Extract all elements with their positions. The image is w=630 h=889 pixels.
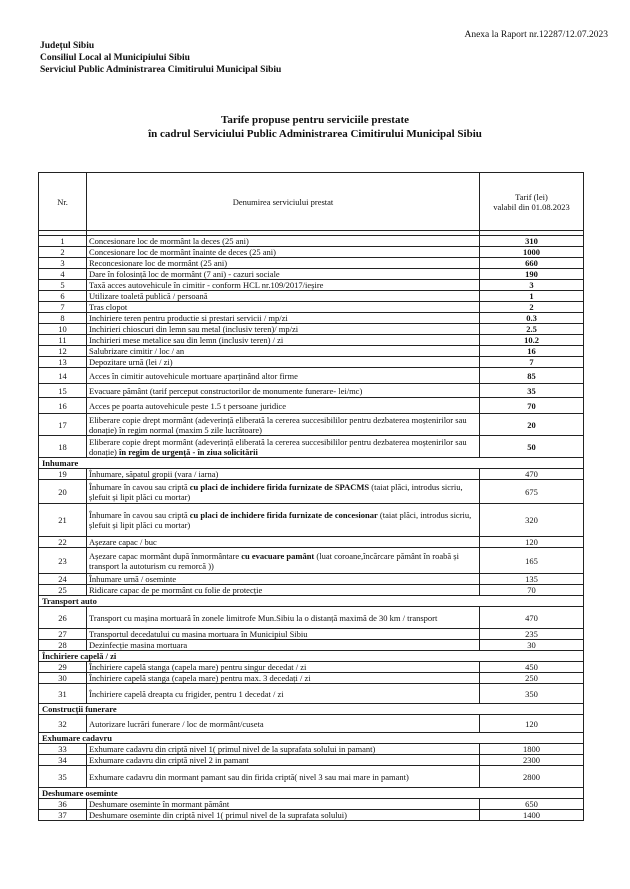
row-service	[87, 368, 480, 384]
row-service	[87, 640, 480, 651]
row-number: 3	[39, 258, 87, 269]
institution-header	[40, 40, 281, 76]
row-number: 1	[39, 236, 87, 247]
service-text: Transportul decedatului cu masina mortuara în Municipiul Sibiu	[89, 629, 308, 639]
row-service	[87, 585, 480, 596]
row-number: 27	[39, 629, 87, 640]
table-row	[39, 504, 584, 537]
row-tarif: 2.5	[480, 324, 584, 335]
service-text-emphasis: în regim de urgență - în ziua solicitării	[118, 446, 258, 457]
row-number: 5	[39, 280, 87, 291]
section-header-row	[39, 651, 584, 662]
title-line-2: în cadrul Serviciului Public Administrarea Cimitirului Municipal Sibiu	[148, 128, 482, 140]
row-number: 6	[39, 291, 87, 302]
table-row	[39, 324, 584, 335]
row-service	[87, 280, 480, 291]
table-row	[39, 346, 584, 357]
row-service	[87, 436, 480, 458]
row-tarif: 3	[480, 280, 584, 291]
row-tarif: 50	[480, 436, 584, 458]
section-title: Închiriere capelă / zi	[39, 651, 584, 662]
row-number: 12	[39, 346, 87, 357]
service-text: Eliberare copie drept mormânt (adeverință eliberată la cererea succesibililor pentru dezbaterea moștenirilor sau donație)	[89, 436, 467, 457]
row-number: 26	[39, 607, 87, 629]
row-service	[87, 384, 480, 398]
row-tarif: 1400	[480, 810, 584, 821]
row-number: 24	[39, 574, 87, 585]
row-number: 25	[39, 585, 87, 596]
row-tarif: 470	[480, 607, 584, 629]
service-text: Înhumare urnă / oseminte	[89, 574, 177, 584]
table-row	[39, 436, 584, 458]
row-tarif: 650	[480, 799, 584, 810]
table-row	[39, 335, 584, 346]
row-number: 2	[39, 247, 87, 258]
row-tarif: 320	[480, 504, 584, 537]
row-tarif: 135	[480, 574, 584, 585]
row-number: 35	[39, 766, 87, 788]
row-number: 23	[39, 548, 87, 574]
row-number: 32	[39, 715, 87, 733]
service-text: Inchirieri mese metalice sau din lemn (inclusiv teren) / zi	[89, 335, 284, 345]
document-title	[0, 113, 630, 141]
table-row	[39, 810, 584, 821]
row-service	[87, 269, 480, 280]
row-service	[87, 810, 480, 821]
row-tarif: 310	[480, 236, 584, 247]
row-service	[87, 313, 480, 324]
row-service	[87, 324, 480, 335]
service-text: Eliberare copie drept mormânt (adeverință eliberată la cererea succesibililor pentru dezbaterea moștenirilor sau donație) în regim normal (maxim 5 zile lucrătoare)	[89, 414, 467, 435]
service-text: Deshumare oseminte în mormant pământ	[89, 799, 230, 809]
table-row	[39, 236, 584, 247]
table-row	[39, 368, 584, 384]
row-number: 4	[39, 269, 87, 280]
row-tarif: 70	[480, 398, 584, 414]
row-service	[87, 715, 480, 733]
row-number: 30	[39, 673, 87, 684]
row-tarif: 85	[480, 368, 584, 384]
service-text: Taxă acces autovehicule în cimitir - conform HCL nr.109/2017/ieșire	[89, 280, 324, 290]
service-text-rest: (luat coroane,încărcare pământ în roabă și transport la autoturism cu remorcă ))	[89, 550, 459, 571]
service-text: Închiriere capelă dreapta cu frigider, pentru 1 decedat / zi	[89, 688, 284, 699]
service-text-rest: (taiat plăci, introdus sicriu, șlefuit și lipit plăci cu mortar)	[89, 510, 472, 530]
service-text: Inchirieri chioscuri din lemn sau metal (inclusiv teren)/ mp/zi	[89, 324, 299, 334]
row-service	[87, 357, 480, 368]
row-tarif: 190	[480, 269, 584, 280]
service-text: Evacuare pământ (tarif perceput constructorilor de monumente funerare- lei/mc)	[89, 385, 363, 396]
col-header-tarif-line1: Tarif (lei)	[515, 191, 548, 202]
section-title: Construcții funerare	[39, 704, 584, 715]
row-service	[87, 799, 480, 810]
row-service	[87, 755, 480, 766]
row-number: 18	[39, 436, 87, 458]
header-county: Județul Sibiu	[40, 41, 95, 51]
table-row	[39, 414, 584, 436]
table-row	[39, 715, 584, 733]
row-number: 15	[39, 384, 87, 398]
table-row	[39, 629, 584, 640]
table-row	[39, 799, 584, 810]
service-text: Exhumare cadavru din criptă nivel 2 in pamant	[89, 755, 249, 765]
row-tarif: 450	[480, 662, 584, 673]
row-number: 13	[39, 357, 87, 368]
row-tarif: 165	[480, 548, 584, 574]
row-tarif: 2	[480, 302, 584, 313]
service-text: Salubrizare cimitir / loc / an	[89, 346, 185, 356]
row-number: 17	[39, 414, 87, 436]
service-text: Înhumare în cavou sau criptă	[89, 510, 188, 520]
row-service	[87, 291, 480, 302]
service-text: Concesionare loc de mormânt înainte de deces (25 ani)	[89, 247, 276, 257]
table-row	[39, 258, 584, 269]
service-text: Utilizare toaletă publică / persoană	[89, 291, 208, 301]
row-service	[87, 504, 480, 537]
section-title: Transport auto	[39, 596, 584, 607]
service-text: Înhumare în cavou sau criptă	[89, 481, 188, 492]
row-number: 7	[39, 302, 87, 313]
table-row	[39, 673, 584, 684]
service-text: Tras clopot	[89, 302, 128, 312]
row-tarif: 1000	[480, 247, 584, 258]
table-row	[39, 766, 584, 788]
table-row	[39, 302, 584, 313]
row-service	[87, 537, 480, 548]
row-service	[87, 236, 480, 247]
title-line-1: Tarife propuse pentru serviciile prestate	[221, 114, 409, 126]
row-number: 21	[39, 504, 87, 537]
row-number: 31	[39, 684, 87, 704]
row-service	[87, 469, 480, 480]
service-text: Inchiriere teren pentru productie si prestari servicii / mp/zi	[89, 313, 288, 323]
row-service	[87, 607, 480, 629]
section-header-row	[39, 704, 584, 715]
service-text: Închiriere capelă stanga (capela mare) pentru singur decedat / zi	[89, 662, 307, 672]
row-number: 29	[39, 662, 87, 673]
service-text-rest: (taiat plăci, introdus sicriu, șlefuit și lipit plăci cu mortar)	[89, 481, 463, 502]
row-tarif: 30	[480, 640, 584, 651]
table-row	[39, 291, 584, 302]
row-service	[87, 480, 480, 504]
row-number: 19	[39, 469, 87, 480]
service-text-emphasis: cu evacuare pamânt	[241, 550, 315, 561]
row-tarif: 120	[480, 537, 584, 548]
service-text-emphasis: cu placi de inchidere firida furnizate de SPACMS	[189, 481, 370, 492]
table-row	[39, 480, 584, 504]
row-tarif: 120	[480, 715, 584, 733]
row-service	[87, 684, 480, 704]
row-service	[87, 766, 480, 788]
service-text-emphasis: cu placi de inchidere firida furnizate de concesionar	[189, 510, 378, 520]
row-tarif: 16	[480, 346, 584, 357]
table-row	[39, 398, 584, 414]
table-row	[39, 357, 584, 368]
row-tarif: 70	[480, 585, 584, 596]
row-service	[87, 335, 480, 346]
service-text: Așezare capac mormânt după înmormântare	[89, 550, 240, 561]
row-tarif: 1800	[480, 744, 584, 755]
table-row	[39, 585, 584, 596]
row-service	[87, 398, 480, 414]
service-text: Acces pe poarta autovehicule peste 1.5 t persoane juridice	[89, 400, 287, 411]
table-row	[39, 280, 584, 291]
service-text: Ridicare capac de pe mormânt cu folie de protecție	[89, 585, 263, 595]
row-number: 8	[39, 313, 87, 324]
table-row	[39, 548, 584, 574]
row-tarif: 20	[480, 414, 584, 436]
row-number: 14	[39, 368, 87, 384]
table-row	[39, 640, 584, 651]
service-text: Exhumare cadavru din criptă nivel 1( primul nivel de la suprafata solului in pamant)	[89, 744, 376, 754]
row-tarif: 660	[480, 258, 584, 269]
section-header-row	[39, 458, 584, 469]
table-row	[39, 247, 584, 258]
row-tarif: 35	[480, 384, 584, 398]
tariff-table	[38, 172, 584, 821]
col-header-nr: Nr.	[39, 173, 87, 231]
section-header-row	[39, 596, 584, 607]
table-row	[39, 384, 584, 398]
service-text: Exhumare cadavru din mormant pamant sau din firida criptă( nivel 3 sau mai mare in pamant)	[89, 771, 409, 782]
row-tarif: 350	[480, 684, 584, 704]
row-service	[87, 744, 480, 755]
row-tarif: 2800	[480, 766, 584, 788]
service-text: Acces în cimitir autovehicule mortuare aparținând altor firme	[89, 370, 298, 381]
service-text: Concesionare loc de mormânt la deces (25 ani)	[89, 236, 249, 246]
service-text: Reconcesionare loc de mormânt (25 ani)	[89, 258, 228, 268]
table-header-row	[39, 173, 584, 231]
section-header-row	[39, 733, 584, 744]
table-row	[39, 469, 584, 480]
row-tarif: 250	[480, 673, 584, 684]
section-title: Exhumare cadavru	[39, 733, 584, 744]
table-row	[39, 537, 584, 548]
service-text: Închiriere capelă stanga (capela mare) pentru max. 3 decedați / zi	[89, 673, 311, 683]
row-tarif: 7	[480, 357, 584, 368]
service-text: Dezinfecție masina mortuara	[89, 640, 188, 650]
row-tarif: 235	[480, 629, 584, 640]
service-text: Depozitare urnă (lei / zi)	[89, 357, 173, 367]
table-row	[39, 607, 584, 629]
row-service	[87, 247, 480, 258]
section-title: Inhumare	[39, 458, 584, 469]
table-row	[39, 755, 584, 766]
table-row	[39, 574, 584, 585]
table-row	[39, 744, 584, 755]
row-service	[87, 629, 480, 640]
service-text: Așezare capac / buc	[89, 537, 157, 547]
annex-reference: Anexa la Raport nr.12287/12.07.2023	[464, 30, 608, 40]
row-service	[87, 574, 480, 585]
header-council: Consiliul Local al Municipiului Sibiu	[40, 53, 190, 63]
table-row	[39, 313, 584, 324]
row-number: 10	[39, 324, 87, 335]
header-service: Serviciul Public Administrarea Cimitirului Municipal Sibiu	[40, 65, 282, 75]
table-row	[39, 269, 584, 280]
service-text: Dare în folosință loc de mormânt (7 ani) - cazuri sociale	[89, 269, 280, 279]
row-service	[87, 302, 480, 313]
row-number: 37	[39, 810, 87, 821]
table-row	[39, 662, 584, 673]
row-number: 22	[39, 537, 87, 548]
row-number: 16	[39, 398, 87, 414]
col-header-name: Denumirea serviciului prestat	[87, 173, 480, 231]
row-number: 28	[39, 640, 87, 651]
row-service	[87, 414, 480, 436]
row-tarif: 675	[480, 480, 584, 504]
row-number: 11	[39, 335, 87, 346]
row-number: 33	[39, 744, 87, 755]
row-service	[87, 258, 480, 269]
service-text: Autorizare lucrări funerare / loc de mormânt/cuseta	[89, 718, 264, 729]
row-tarif: 2300	[480, 755, 584, 766]
row-number: 20	[39, 480, 87, 504]
row-service	[87, 662, 480, 673]
col-header-tarif	[480, 173, 584, 231]
row-number: 36	[39, 799, 87, 810]
service-text: Deshumare oseminte din criptă nivel 1( primul nivel de la suprafata solului)	[89, 810, 347, 820]
row-tarif: 10.2	[480, 335, 584, 346]
col-header-tarif-line2: valabil din 01.08.2023	[493, 201, 570, 212]
section-title: Deshumare oseminte	[39, 788, 584, 799]
row-number: 34	[39, 755, 87, 766]
service-text: Transport cu mașina mortuară în zonele limitrofe Mun.Sibiu la o distanță maximă de 30 km / transport	[89, 612, 438, 623]
row-tarif: 470	[480, 469, 584, 480]
row-tarif: 1	[480, 291, 584, 302]
section-header-row	[39, 788, 584, 799]
service-text: Înhumare, săpatul gropii (vara / iarna)	[89, 469, 219, 479]
table-row	[39, 684, 584, 704]
row-service	[87, 548, 480, 574]
row-service	[87, 673, 480, 684]
row-tarif: 0.3	[480, 313, 584, 324]
row-service	[87, 346, 480, 357]
